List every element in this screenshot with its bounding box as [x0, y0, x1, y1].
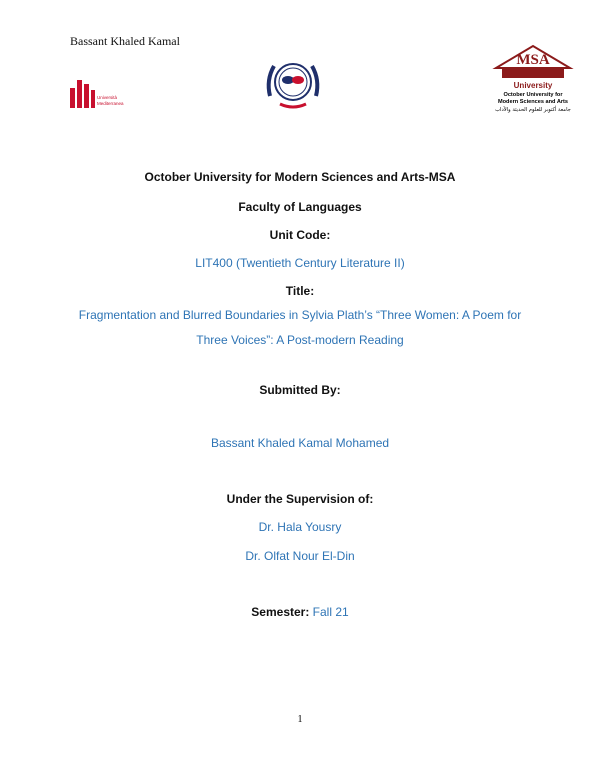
title-line-2: Three Voices”: A Post-modern Reading: [196, 333, 404, 347]
unit-code-value: LIT400 (Twentieth Century Literature II): [195, 256, 405, 270]
submitted-by-label: Submitted By:: [259, 383, 341, 397]
title-line-1: Fragmentation and Blurred Boundaries in Sylvia Plath’s “Three Women: A Poem for: [78, 308, 522, 322]
university-name: October University for Modern Sciences and Arts-MSA: [144, 170, 456, 184]
left-university-logo: [68, 74, 124, 110]
supervisor-2: Dr. Olfat Nour El-Din: [245, 549, 355, 563]
supervision-label: Under the Supervision of:: [226, 492, 374, 506]
logo-bar: [77, 80, 82, 108]
logo-bar: [91, 90, 95, 108]
logo-caption-line2: Mediterranea: [97, 101, 124, 106]
msa-university-logo: [492, 44, 574, 116]
msa-brand-text: MSA: [516, 52, 550, 68]
supervisor-1: Dr. Hala Yousry: [258, 520, 342, 534]
semester-label: Semester:: [251, 605, 310, 619]
faculty-name: Faculty of Languages: [238, 200, 362, 214]
logo-bar: [70, 88, 75, 108]
page-number: 1: [297, 714, 303, 725]
msa-university-word: University: [513, 81, 553, 90]
unit-code-label: Unit Code:: [269, 228, 331, 242]
title-label: Title:: [285, 284, 315, 298]
msa-line2: October University for: [503, 92, 563, 98]
msa-line4: جامعة أكتوبر للعلوم الحديثة والآداب: [495, 107, 571, 113]
student-name: Bassant Khaled Kamal Mohamed: [210, 436, 390, 450]
logo-bar: [84, 84, 89, 108]
semester-line: [0, 605, 600, 619]
semester-value: Fall 21: [312, 605, 349, 619]
faculty-seal-logo: [262, 56, 324, 112]
running-header-author: Bassant Khaled Kamal: [70, 34, 180, 48]
msa-line3: Modern Sciences and Arts: [497, 99, 569, 105]
logo-caption-line1: Università: [97, 95, 118, 100]
